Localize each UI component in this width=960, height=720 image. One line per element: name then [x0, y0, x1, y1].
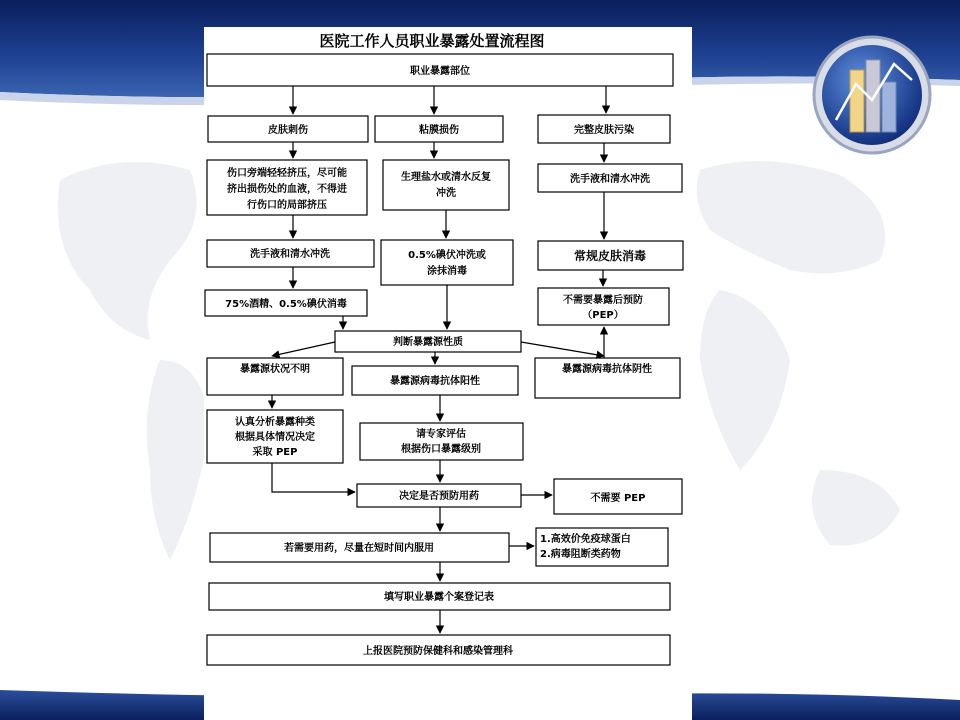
svg-text:上报医院预防保健科和感染管理科: 上报医院预防保健科和感染管理科 [363, 646, 513, 657]
svg-text:认真分析暴露种类: 认真分析暴露种类 [235, 417, 315, 428]
svg-text:根据伤口暴露级别: 根据伤口暴露级别 [401, 444, 481, 455]
svg-text:冲洗: 冲洗 [436, 188, 456, 199]
svg-text:决定是否预防用药: 决定是否预防用药 [399, 491, 479, 502]
node-source-positive [352, 366, 518, 395]
node-routine-disinfect [538, 241, 683, 270]
node-mucosa-injury [375, 116, 503, 142]
svg-text:暴露源状况不明: 暴露源状况不明 [240, 364, 310, 375]
node-source-unknown [207, 358, 343, 395]
svg-text:皮肤刺伤: 皮肤刺伤 [268, 125, 308, 136]
node-no-pep-skin [538, 288, 669, 325]
svg-text:75%酒精、0.5%碘伏消毒: 75%酒精、0.5%碘伏消毒 [225, 299, 347, 310]
svg-text:（PEP）: （PEP） [582, 310, 624, 321]
svg-text:若需要用药，尽量在短时间内服用: 若需要用药，尽量在短时间内服用 [284, 543, 434, 554]
node-wash-puncture [207, 240, 374, 267]
node-decide-prophylaxis [357, 484, 521, 507]
node-saline-rinse [383, 160, 509, 210]
node-intact-skin [538, 115, 670, 143]
svg-text:暴露源病毒抗体阳性: 暴露源病毒抗体阳性 [390, 376, 480, 387]
svg-text:洗手液和清水冲洗: 洗手液和清水冲洗 [250, 249, 330, 260]
svg-text:生理盐水或清水反复: 生理盐水或清水反复 [401, 172, 491, 183]
node-exposure-site [207, 54, 673, 86]
node-iodine-rinse [381, 240, 513, 285]
svg-text:填写职业暴露个案登记表: 填写职业暴露个案登记表 [384, 592, 494, 603]
svg-text:采取 PEP: 采取 PEP [252, 447, 298, 458]
svg-text:请专家评估: 请专家评估 [416, 429, 466, 440]
svg-text:涂抹消毒: 涂抹消毒 [427, 266, 467, 277]
svg-text:洗手液和清水冲洗: 洗手液和清水冲洗 [570, 174, 650, 185]
svg-text:不需要 PEP: 不需要 PEP [590, 493, 646, 504]
svg-text:暴露源病毒抗体阴性: 暴露源病毒抗体阴性 [562, 364, 652, 375]
node-no-pep [554, 479, 682, 514]
node-skin-puncture [208, 116, 368, 142]
svg-text:常规皮肤消毒: 常规皮肤消毒 [573, 249, 647, 263]
node-wash-skin [538, 164, 682, 192]
svg-text:2.病毒阻断类药物: 2.病毒阻断类药物 [540, 549, 621, 560]
svg-text:伤口旁端轻轻挤压，尽可能: 伤口旁端轻轻挤压，尽可能 [227, 168, 347, 179]
svg-text:粘膜损伤: 粘膜损伤 [419, 125, 459, 136]
node-source-negative [535, 358, 680, 398]
node-analyze-exposure [207, 410, 343, 463]
node-judge-source [335, 331, 521, 352]
node-take-meds [210, 533, 509, 562]
svg-text:1.高效价免疫球蛋白: 1.高效价免疫球蛋白 [540, 534, 631, 545]
node-expert-eval [360, 423, 523, 460]
node-med-options [536, 528, 668, 566]
node-fill-record [209, 583, 670, 610]
node-report [207, 635, 670, 665]
svg-text:行伤口的局部挤压: 行伤口的局部挤压 [247, 200, 327, 211]
svg-text:判断暴露源性质: 判断暴露源性质 [393, 337, 463, 348]
node-alcohol-iodine [205, 290, 367, 316]
svg-text:职业暴露部位: 职业暴露部位 [410, 66, 470, 77]
svg-text:不需要暴露后预防: 不需要暴露后预防 [563, 295, 643, 306]
svg-text:完整皮肤污染: 完整皮肤污染 [574, 125, 634, 136]
flowchart-title: 医院工作人员职业暴露处置流程图 [319, 32, 545, 50]
node-squeeze-wound [207, 160, 367, 215]
svg-text:0.5%碘伏冲洗或: 0.5%碘伏冲洗或 [408, 250, 486, 261]
svg-text:根据具体情况决定: 根据具体情况决定 [235, 432, 315, 443]
svg-text:挤出损伤处的血液，不得进: 挤出损伤处的血液，不得进 [227, 184, 347, 195]
